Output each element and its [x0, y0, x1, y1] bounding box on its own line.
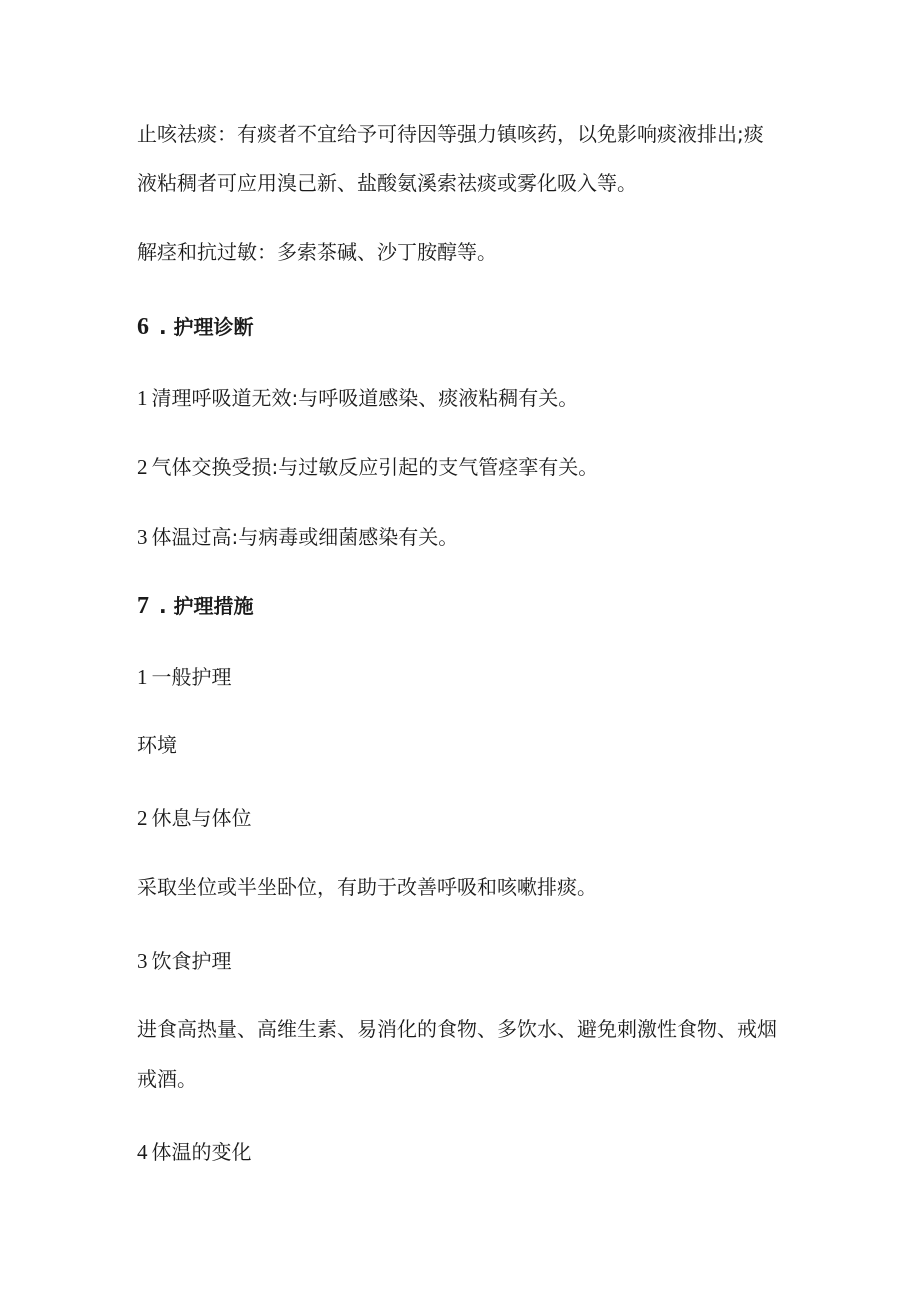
- care-item-2-body: 采取坐位或半坐卧位，有助于改善呼吸和咳嗽排痰。: [137, 875, 597, 899]
- diagnosis-item-2: [137, 455, 598, 479]
- item-text: 清理呼吸道无效:与呼吸道感染、痰液粘稠有关。: [151, 386, 579, 410]
- care-item-2: [137, 806, 252, 830]
- diagnosis-item-3: [137, 525, 458, 549]
- care-item-3: [137, 949, 232, 973]
- care-item-1-body: 环境: [137, 733, 177, 757]
- item-text: 休息与体位: [151, 806, 252, 830]
- section-title: . 护理措施: [159, 594, 254, 618]
- section-number: 7: [137, 593, 149, 619]
- care-item-4: [137, 1140, 252, 1164]
- section-heading-7: [137, 594, 254, 618]
- section-title: . 护理诊断: [159, 315, 254, 339]
- item-number: 1: [137, 386, 148, 410]
- item-text: 体温过高:与病毒或细菌感染有关。: [151, 525, 459, 549]
- item-number: 3: [137, 525, 148, 549]
- item-number: 4: [137, 1140, 148, 1164]
- item-number: 3: [137, 949, 148, 973]
- paragraph-antispasm: 解痉和抗过敏：多索茶碱、沙丁胺醇等。: [137, 240, 497, 264]
- item-text: 饮食护理: [151, 949, 232, 973]
- paragraph-cough-line2: 液粘稠者可应用溴己新、盐酸氨溪索祛痰或雾化吸入等。: [137, 171, 637, 195]
- item-number: 1: [137, 665, 148, 689]
- section-heading-6: [137, 315, 254, 339]
- item-number: 2: [137, 455, 148, 479]
- section-number: 6: [137, 314, 149, 340]
- care-item-3-body-line2: 戒酒。: [137, 1067, 197, 1091]
- item-text: 一般护理: [151, 665, 232, 689]
- care-item-3-body-line1: 进食高热量、高维生素、易消化的食物、多饮水、避免刺激性食物、戒烟: [137, 1017, 777, 1041]
- item-number: 2: [137, 806, 148, 830]
- diagnosis-item-1: [137, 386, 578, 410]
- item-text: 气体交换受损:与过敏反应引起的支气管痉挛有关。: [151, 455, 599, 479]
- paragraph-cough-line1: 止咳祛痰：有痰者不宜给予可待因等强力镇咳药，以免影响痰液排出;痰: [137, 122, 764, 146]
- care-item-1: [137, 665, 232, 689]
- item-text: 体温的变化: [151, 1140, 252, 1164]
